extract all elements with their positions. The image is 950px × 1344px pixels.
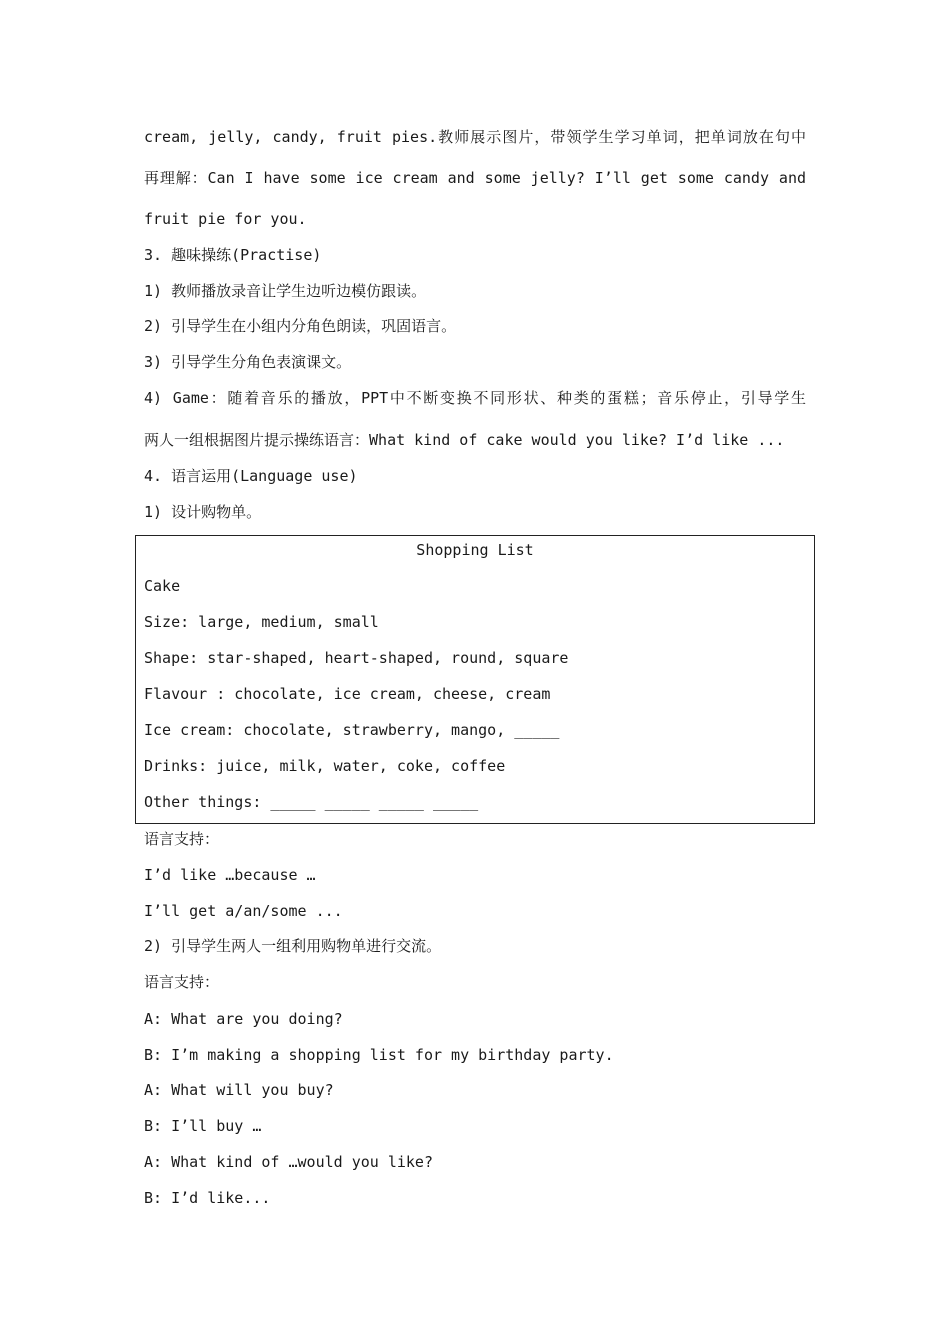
dialogue-line: B: I’ll buy … — [144, 1117, 262, 1135]
shopping-list-row: Shape: star-shaped, heart-shaped, round, square — [144, 649, 569, 667]
shopping-list-row: Flavour : chocolate, ice cream, cheese, cream — [144, 685, 551, 703]
intro-line-2: 再理解：Can I have some ice cream and some jelly? I’ll get some candy and — [144, 169, 806, 187]
language-support-label: 语言支持： — [144, 973, 220, 991]
dialogue-line: A: What kind of …would you like? — [144, 1153, 433, 1171]
section-4-step-1: 1) 设计购物单。 — [144, 503, 262, 521]
section-3-item-4: 4) Game：随着音乐的播放，PPT中不断变换不同形状、种类的蛋糕；音乐停止，引导学生 — [144, 389, 806, 407]
language-support-label: 语言支持： — [144, 830, 220, 848]
shopping-list-row: Ice cream: chocolate, strawberry, mango, _____ — [144, 721, 560, 739]
shopping-list-row: Size: large, medium, small — [144, 613, 379, 631]
section-4-heading: 4. 语言运用(Language use) — [144, 467, 358, 485]
section-3-game-continuation: 两人一组根据图片提示操练语言：What kind of cake would you like? I’d like ... — [144, 431, 785, 449]
section-3-item-1: 1) 教师播放录音让学生边听边模仿跟读。 — [144, 282, 427, 300]
section-3-item-3: 3) 引导学生分角色表演课文。 — [144, 353, 352, 371]
shopping-list-title: Shopping List — [416, 541, 534, 559]
support-line: I’ll get a/an/some ... — [144, 902, 343, 920]
dialogue-line: B: I’m making a shopping list for my birthday party. — [144, 1046, 614, 1064]
dialogue-line: A: What will you buy? — [144, 1081, 334, 1099]
section-4-step-2: 2) 引导学生两人一组利用购物单进行交流。 — [144, 937, 442, 955]
dialogue-line: A: What are you doing? — [144, 1010, 343, 1028]
shopping-list-row: Cake — [144, 577, 181, 595]
shopping-list-row: Other things: _____ _____ _____ _____ — [144, 793, 479, 811]
intro-line-1: cream, jelly, candy, fruit pies.教师展示图片，带领学生学习单词，把单词放在句中 — [144, 128, 806, 146]
intro-line-3: fruit pie for you. — [144, 210, 307, 228]
shopping-list-box — [135, 535, 815, 824]
dialogue-line: B: I’d like... — [144, 1189, 271, 1207]
section-3-heading: 3. 趣味操练(Practise) — [144, 246, 322, 264]
support-line: I’d like …because … — [144, 866, 316, 884]
section-3-item-2: 2) 引导学生在小组内分角色朗读，巩固语言。 — [144, 317, 457, 335]
shopping-list-row: Drinks: juice, milk, water, coke, coffee — [144, 757, 506, 775]
